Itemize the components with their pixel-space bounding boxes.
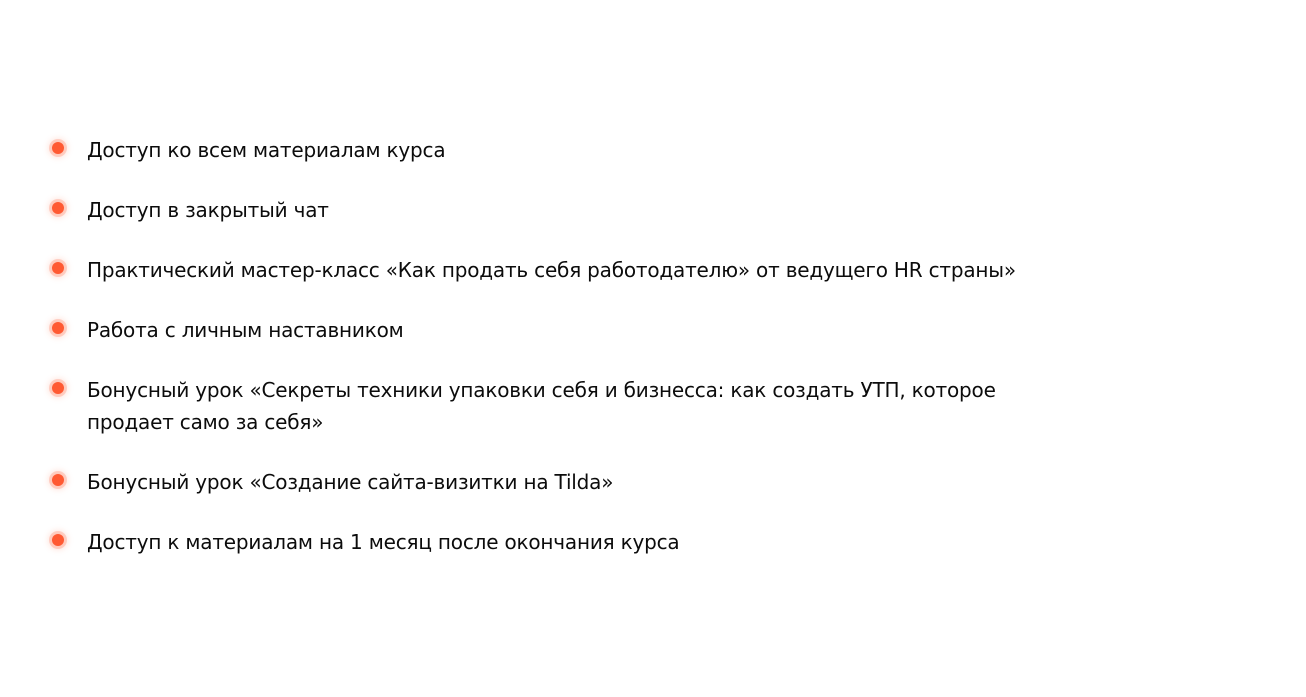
- feature-text: Доступ к материалам на 1 месяц после окончания курса: [87, 530, 680, 554]
- list-item: [50, 194, 1250, 226]
- feature-text: Практический мастер-класс «Как продать себя работодателю» от ведущего HR страны»: [87, 258, 1016, 282]
- bullet-dot-icon: [52, 322, 64, 334]
- list-item: [50, 254, 1250, 286]
- features-list: [50, 134, 1250, 558]
- list-item: [50, 374, 1047, 438]
- list-item: [50, 526, 1250, 558]
- feature-text: Доступ ко всем материалам курса: [87, 138, 446, 162]
- list-item: [50, 466, 1250, 498]
- list-item: [50, 314, 1250, 346]
- list-item: [50, 134, 1250, 166]
- feature-text: Бонусный урок «Создание сайта-визитки на Tilda»: [87, 470, 614, 494]
- bullet-dot-icon: [52, 262, 64, 274]
- feature-text: Бонусный урок «Секреты техники упаковки себя и бизнесса: как создать УТП, которое продает само за себя»: [87, 378, 996, 434]
- feature-text: Доступ в закрытый чат: [87, 198, 329, 222]
- feature-text: Работа с личным наставником: [87, 318, 404, 342]
- bullet-dot-icon: [52, 142, 64, 154]
- bullet-dot-icon: [52, 534, 64, 546]
- bullet-dot-icon: [52, 202, 64, 214]
- bullet-dot-icon: [52, 382, 64, 394]
- bullet-dot-icon: [52, 474, 64, 486]
